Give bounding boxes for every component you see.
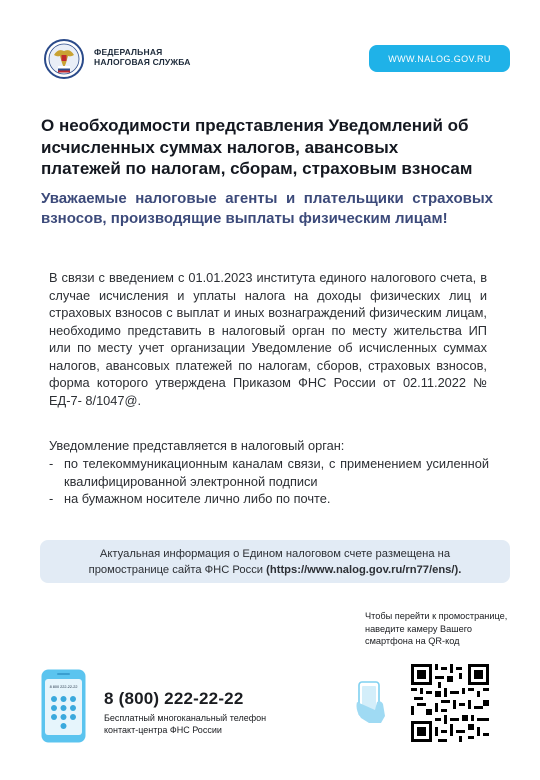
- hotline-desc-line2: контакт-центра ФНС России: [104, 725, 222, 735]
- info-text: промостранице сайта ФНС Росси: [88, 564, 267, 576]
- submission-methods-list: [49, 455, 489, 508]
- phone-icon: [41, 669, 86, 743]
- list-lead: Уведомление представляется в налоговый орган:: [49, 438, 345, 453]
- title-line: О необходимости представления Уведомлений об: [41, 116, 469, 135]
- hotline-desc-line1: Бесплатный многоканальный телефон: [104, 713, 267, 723]
- qr-code[interactable]: [411, 664, 489, 742]
- qr-caption-line3: смартфона на QR-код: [365, 636, 460, 646]
- org-name-line1: ФЕДЕРАЛЬНАЯ: [94, 47, 163, 57]
- ens-link[interactable]: (https://www.nalog.gov.ru/rn77/ens/).: [266, 564, 462, 576]
- info-line2: [40, 562, 510, 578]
- bullet-dash: -: [49, 491, 54, 506]
- info-line1: Актуальная информация о Едином налоговом счете размещена на: [99, 548, 451, 560]
- greeting-subtitle: Уважаемые налоговые агенты и плательщики страховых взносов, производящие выплаты физическим лицам!: [41, 190, 493, 227]
- list-item: [49, 455, 489, 490]
- list-item-text: на бумажном носителе лично либо по почте.: [64, 491, 331, 506]
- page-title: [41, 115, 511, 180]
- qr-caption: [365, 610, 515, 648]
- list-item: [49, 490, 489, 508]
- title-line: исчисленных суммах налогов, авансовых: [41, 137, 399, 157]
- org-name: [94, 47, 191, 67]
- website-button[interactable]: WWW.NALOG.GOV.RU: [369, 45, 510, 72]
- hand-smartphone-icon: [355, 680, 395, 724]
- list-item-text: по телекоммуникационным каналам связи, с применением усиленной квалифицированной электронной подписи: [64, 456, 489, 489]
- phone-screen-number: 8 800 222-22-22: [49, 685, 78, 689]
- org-name-line2: НАЛОГОВАЯ СЛУЖБА: [94, 57, 191, 67]
- body-paragraph: В связи с введением с 01.01.2023 института единого налогового счета, в случае исчисления и уплаты налога на доходы физических лиц и страховых взносов с выплат и иных вознаграждений физическим лицам, необходимо представить в налоговый орган по месту жительства ИП или по месту учет организации Уведомление об исчисленных суммах налогов, авансовых платежей по налогам, сборов, страховых взносов, форма которого утверждена Приказом ФНС России от 02.11.2022 № ЕД-7- 8/1047@.: [49, 270, 487, 408]
- title-line: платежей по налогам, сборам, страховым взносам: [41, 159, 473, 178]
- qr-caption-line2: наведите камеру Вашего: [365, 623, 473, 634]
- fns-emblem-logo: [44, 38, 84, 80]
- info-box: [40, 540, 510, 583]
- bullet-dash: -: [49, 456, 54, 471]
- qr-caption-line1: Чтобы перейти к промостранице,: [365, 611, 508, 621]
- hotline-phone[interactable]: 8 (800) 222-22-22: [104, 689, 244, 708]
- hotline-description: [104, 712, 266, 736]
